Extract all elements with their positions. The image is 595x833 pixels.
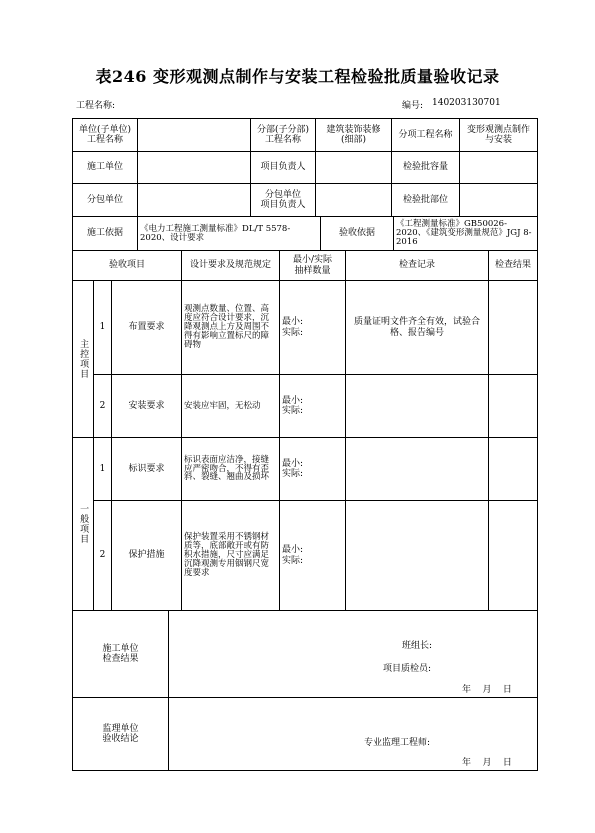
col-design: 设计要求及规范规定 — [189, 260, 271, 271]
general-row-1-no: 1 — [99, 463, 106, 474]
contractor-label: 施工单位 — [86, 162, 123, 173]
supervisor-date: 年 月 日 — [462, 758, 512, 768]
accept-basis-label: 验收依据 — [338, 228, 375, 239]
main-control-label: 主控项目 — [78, 339, 89, 379]
page-title: 表246 变形观测点制作与安装工程检验批质量验收记录 — [95, 67, 500, 86]
quality-inspector-label: 项目质检员: — [383, 664, 432, 674]
pm-value[interactable] — [316, 152, 391, 183]
project-name-label: 工程名称: — [76, 101, 116, 111]
main-row-1-sample: 最小: 实际: — [282, 317, 304, 338]
capacity-value[interactable] — [460, 152, 537, 183]
general-row-2-result[interactable] — [489, 501, 537, 610]
general-row-2-name: 保护措施 — [128, 550, 165, 561]
sub-pm-label: 分包单位 项目负责人 — [260, 189, 306, 210]
subdivision-label: 分部(子分部) 工程名称 — [256, 124, 310, 145]
supervisor-check-label: 监理单位 验收结论 — [102, 723, 139, 744]
main-row-2-name: 安装要求 — [128, 400, 165, 411]
accept-basis-value: 《工程测量标准》GB50026-2020、《建筑变形测量规范》JGJ 8-2016 — [396, 219, 532, 247]
general-row-1-name: 标识要求 — [128, 463, 165, 474]
col-result: 检查结果 — [494, 260, 531, 271]
main-row-2-sample: 最小: 实际: — [282, 395, 304, 416]
contractor-date: 年 月 日 — [462, 685, 512, 695]
contractor-check-label: 施工单位 检查结果 — [102, 643, 139, 664]
general-row-2-no: 2 — [99, 550, 106, 561]
general-label: 一般项目 — [78, 504, 89, 544]
main-row-1-name: 布置要求 — [128, 322, 165, 333]
main-row-1-requirement: 观测点数量、位置、高度应符合设计要求，沉降观测点上方及周围不得有影响立置标尺的障碍物 — [184, 304, 270, 350]
serial-number: 140203130701 — [432, 98, 501, 108]
supervisor-engineer-label: 专业监理工程师: — [364, 738, 431, 748]
general-row-1-requirement: 标识表面应洁净，接缝应严密吻合，不得有歪斜、裂缝、翘曲及损坏 — [184, 454, 270, 483]
item-label: 分项工程名称 — [398, 129, 453, 140]
main-row-2-record[interactable] — [346, 375, 488, 437]
general-row-1-sample: 最小: 实际: — [282, 458, 304, 479]
team-leader-label: 班组长: — [402, 641, 433, 651]
contractor-value[interactable] — [138, 152, 250, 183]
basis-value: 《电力工程施工测量标准》DL/T 5578-2020、设计要求 — [140, 223, 291, 243]
subcontractor-value[interactable] — [138, 184, 250, 216]
general-row-1-record[interactable] — [346, 438, 488, 500]
serial-label: 编号: — [402, 101, 424, 111]
main-row-2-result[interactable] — [489, 375, 537, 437]
main-row-1-result[interactable] — [489, 281, 537, 374]
unit-label: 单位(子单位) 工程名称 — [78, 124, 132, 145]
unit-value[interactable] — [138, 119, 250, 151]
subcontractor-label: 分包单位 — [86, 194, 123, 205]
pm-label: 项目负责人 — [260, 162, 306, 173]
sub-pm-value[interactable] — [316, 184, 391, 216]
col-items: 验收项目 — [108, 260, 145, 271]
main-row-1-record: 质量证明文件齐全有效，试验合格、报告编号 — [353, 317, 480, 338]
item-value: 变形观测点制作 与安装 — [466, 124, 530, 145]
capacity-label: 检验批容量 — [402, 162, 448, 173]
main-row-1-no: 1 — [99, 322, 106, 333]
general-row-1-result[interactable] — [489, 438, 537, 500]
part-value[interactable] — [460, 184, 537, 216]
main-row-2-requirement: 安装应牢固，无松动 — [184, 400, 261, 411]
general-row-2-record[interactable] — [346, 501, 488, 610]
main-row-2-no: 2 — [99, 400, 106, 411]
basis-label: 施工依据 — [86, 228, 123, 239]
general-row-2-sample: 最小: 实际: — [282, 545, 304, 566]
general-row-2-requirement: 保护装置采用不锈钢材质等，底部敞开或有防积水措施，尺寸应满足沉降观测专用铟钢尺宽度要求 — [184, 532, 270, 578]
col-sample: 最小/实际 抽样数量 — [292, 255, 333, 276]
col-record: 检查记录 — [398, 260, 435, 271]
subdivision-value: 建筑装饰装修 (细部) — [326, 124, 381, 145]
part-label: 检验批部位 — [402, 194, 448, 205]
